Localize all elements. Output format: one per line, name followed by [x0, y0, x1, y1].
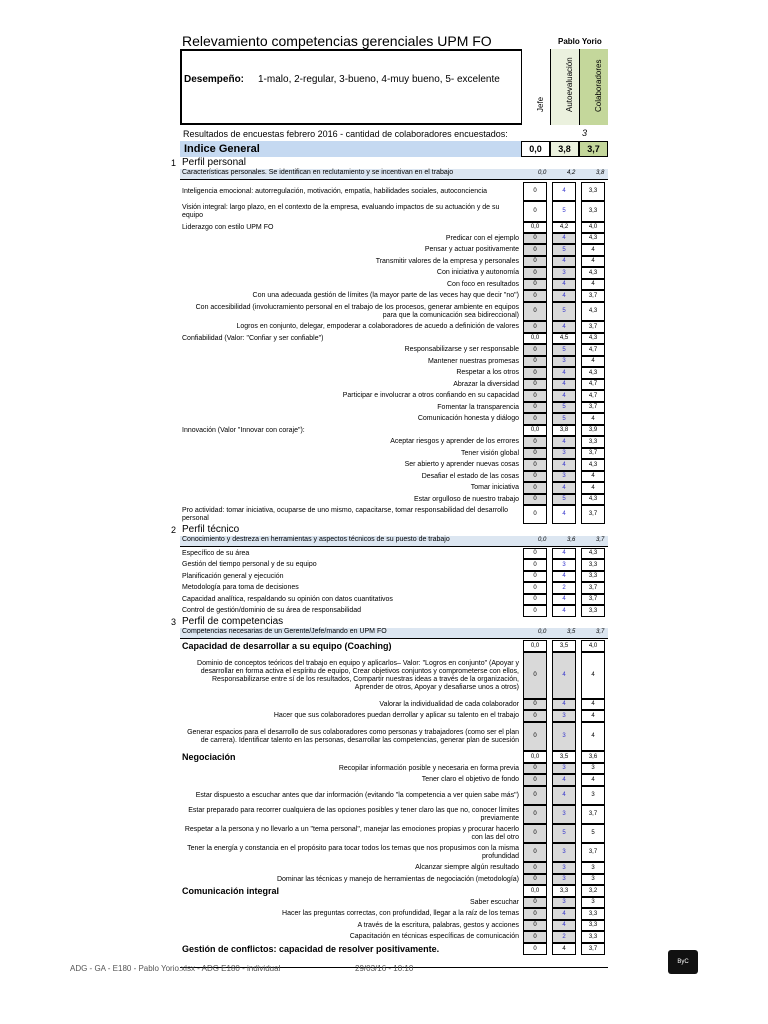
row-label: Negociación: [182, 752, 236, 762]
row-label: Liderazgo con estilo UPM FO: [182, 223, 274, 231]
score-cell: 4: [552, 605, 576, 617]
row-label: Visión integral: largo plazo, en el contexto de la empresa, evaluando impactos de su actuación y de su equipo: [182, 203, 500, 219]
row-label: Recopilar información posible y necesaria en forma previa: [338, 764, 519, 772]
score-cell: 3: [552, 805, 576, 824]
score-cell: 0: [523, 571, 547, 582]
row-label: Comunicación integral: [182, 886, 280, 896]
score-cell: 0: [523, 279, 547, 290]
score-cell: 0: [523, 448, 547, 459]
score-cell: 3: [552, 874, 576, 885]
score-cell: 3,7: [581, 805, 605, 824]
score-cell: 4: [552, 436, 576, 448]
row-label: Logros en conjunto, delegar, empoderar a colaboradores de acuedo a definición de valores: [236, 323, 519, 330]
results-count: 3: [582, 128, 588, 138]
footer-filename: ADG - GA - E180 - Pablo Yorio.xlsx - ADG E180 - individual: [70, 964, 281, 973]
score-cell: 4: [552, 233, 576, 244]
row-label: Ser abierto y aprender nuevas cosas: [404, 461, 519, 468]
score-cell: 0,0: [523, 425, 547, 436]
score-cell: 0: [523, 605, 547, 617]
score-cell: 5: [552, 244, 576, 256]
score-cell: 3,7: [581, 594, 605, 605]
score-cell: 4: [552, 182, 576, 201]
score-cell: 3: [552, 763, 576, 774]
row-label: Capacidad de desarrollar a su equipo (Coaching): [182, 641, 392, 651]
score-cell: 0: [523, 774, 547, 786]
score-cell: 4: [581, 356, 605, 367]
score-cell: 4: [552, 367, 576, 379]
score-cell: 3,3: [581, 201, 605, 222]
score-cell: 3: [552, 862, 576, 874]
company-logo: ByC: [668, 950, 698, 974]
score-cell: 5: [552, 402, 576, 413]
section-subheader: Conocimiento y destreza en herramientas y aspectos técnicos de su puesto de trabajo 0,0 3,6 3,7: [180, 536, 608, 547]
row-label: Con iniciativa y autonomía: [436, 269, 519, 276]
score-cell: 3: [581, 763, 605, 774]
column-header-autoevaluacion: Autoevaluación: [550, 49, 579, 125]
row-label: Respetar a los otros: [456, 369, 519, 376]
desempeno-label: Desempeño:: [184, 74, 245, 85]
score-cell: 3,2: [581, 885, 605, 897]
score-cell: 3: [552, 471, 576, 482]
section-number: 2: [171, 525, 177, 535]
score-cell: 5: [552, 824, 576, 843]
score-cell: 3,9: [581, 425, 605, 436]
score-cell: 3,3: [581, 931, 605, 943]
row-label: Desafiar el estado de las cosas: [421, 472, 519, 480]
score-cell: 4,3: [581, 459, 605, 471]
score-cell: 0: [523, 390, 547, 402]
row-label: Inteligencia emocional: autorregulación, motivación, empatía, habilidades sociales, autoconciencia: [182, 187, 488, 195]
score-cell: 4: [581, 279, 605, 290]
score-cell: 3: [581, 786, 605, 805]
score-cell: 5: [552, 413, 576, 425]
row-label: Planificación general y ejecución: [182, 572, 284, 580]
section-subheader: Características personales. Se identifican en reclutamiento y se incentivan en el trabajo 0,0 4,2 3,8: [180, 169, 608, 180]
score-cell: 3: [552, 897, 576, 908]
row-label: Responsabilizarse y ser responsable: [404, 346, 519, 353]
column-header-colaboradores: Colaboradores: [579, 49, 608, 125]
score-cell: 0: [523, 256, 547, 267]
score-cell: 3,3: [552, 885, 576, 897]
score-cell: 0: [523, 594, 547, 605]
row-label: Tener claro el objetivo de fondo: [421, 776, 519, 783]
score-cell: 4: [552, 290, 576, 302]
score-cell: 0: [523, 652, 547, 699]
score-cell: 4,7: [581, 344, 605, 356]
footer-date: 29/03/16 - 10:10: [355, 964, 414, 973]
score-cell: 4: [581, 482, 605, 494]
score-cell: 0: [523, 931, 547, 943]
row-label: Tener la energía y constancia en el propósito para tocar todos los temas que nos propusimos con la misma profundidad: [187, 844, 519, 860]
score-cell: 5: [552, 494, 576, 505]
score-cell: 0: [523, 699, 547, 710]
row-label: Abrazar la diversidad: [453, 380, 519, 388]
score-cell: 4: [552, 548, 576, 559]
results-label: Resultados de encuestas febrero 2016 - cantidad de colaboradores encuestados:: [183, 129, 508, 139]
score-cell: 4,3: [581, 333, 605, 344]
score-cell: 3,3: [581, 559, 605, 571]
score-cell: 3: [552, 710, 576, 722]
score-cell: 4: [552, 505, 576, 524]
row-label: Control de gestión/dominio de su área de responsabilidad: [182, 607, 362, 614]
score-cell: 0: [523, 763, 547, 774]
section-title: Perfil de competencias: [182, 616, 284, 627]
section-number: 3: [171, 617, 177, 627]
score-cell: 4: [552, 920, 576, 931]
score-cell: 4,7: [581, 379, 605, 390]
score-cell: 0: [523, 582, 547, 594]
score-cell: 4,3: [581, 267, 605, 279]
section-title: Perfil técnico: [182, 524, 240, 535]
row-label: Con foco en resultados: [447, 280, 519, 288]
row-label: Transmitir valores de la empresa y personales: [375, 257, 519, 265]
score-cell: 0: [523, 321, 547, 333]
score-cell: 4: [552, 279, 576, 290]
score-cell: 0: [523, 482, 547, 494]
score-cell: 3,7: [581, 290, 605, 302]
section-number: 1: [171, 158, 177, 168]
score-cell: 4: [581, 699, 605, 710]
score-cell: 4: [552, 786, 576, 805]
score-cell: 3: [552, 267, 576, 279]
score-cell: 0: [523, 290, 547, 302]
indice-autoevaluacion: 3,8: [550, 141, 579, 157]
score-cell: 4,3: [581, 233, 605, 244]
score-cell: 4: [552, 321, 576, 333]
score-cell: 4: [552, 459, 576, 471]
row-label: Tomar iniciativa: [470, 484, 519, 491]
score-cell: 4: [552, 908, 576, 920]
score-cell: 0: [523, 459, 547, 471]
row-label: Estar preparado para recorrer cualquiera de las opciones posibles y tener claro las que no, conocer límites previamente: [188, 806, 519, 822]
row-label: A través de la escritura, palabras, gestos y acciones: [357, 921, 519, 929]
score-cell: 3: [581, 862, 605, 874]
row-label: Gestión de conflictos: capacidad de resolver positivamente.: [182, 944, 440, 954]
score-cell: 4: [552, 256, 576, 267]
score-cell: 3,6: [581, 751, 605, 763]
row-label: Capacidad analítica, respaldando su opinión con datos cuantitativos: [182, 595, 393, 603]
score-cell: 4,3: [581, 367, 605, 379]
score-cell: 4: [552, 943, 576, 955]
score-cell: 0: [523, 413, 547, 425]
score-cell: 4: [552, 774, 576, 786]
score-cell: 0: [523, 367, 547, 379]
row-label: Específico de su área: [182, 549, 250, 557]
score-cell: 3: [552, 356, 576, 367]
row-label: Estar orgulloso de nuestro trabajo: [413, 495, 519, 503]
score-cell: 4,3: [581, 494, 605, 505]
score-cell: 3,8: [552, 425, 576, 436]
row-label: Generar espacios para el desarrollo de sus colaboradores como personas y trabajadores (como ser el plan de carrera). Identificar talento en las personas, desarrollar las competencias, generar plan de sucesión: [187, 728, 519, 744]
score-cell: 0: [523, 908, 547, 920]
score-cell: 3,7: [581, 402, 605, 413]
row-label: Fomentar la transparencia: [437, 403, 519, 411]
score-cell: 3,7: [581, 448, 605, 459]
score-cell: 0: [523, 436, 547, 448]
score-cell: 0: [523, 862, 547, 874]
score-cell: 3,7: [581, 321, 605, 333]
row-label: Alcanzar siempre algún resultado: [415, 864, 519, 871]
score-cell: 4,0: [581, 640, 605, 652]
score-cell: 3: [552, 843, 576, 862]
score-cell: 4,2: [552, 222, 576, 233]
row-label: Dominar las técnicas y manejo de herramientas de negociación (metodología): [276, 875, 519, 883]
row-label: Predicar con el ejemplo: [445, 234, 519, 242]
score-cell: 0: [523, 843, 547, 862]
score-cell: 3: [581, 874, 605, 885]
score-cell: 0,0: [523, 885, 547, 897]
score-cell: 4: [552, 594, 576, 605]
score-cell: 0: [523, 302, 547, 321]
score-cell: 0: [523, 897, 547, 908]
score-cell: 3,5: [552, 751, 576, 763]
score-cell: 0,0: [523, 640, 547, 652]
score-cell: 4: [552, 699, 576, 710]
score-cell: 5: [552, 344, 576, 356]
score-cell: 4: [552, 652, 576, 699]
score-cell: 4: [581, 244, 605, 256]
score-cell: 0: [523, 559, 547, 571]
row-label: Pro actividad: tomar iniciativa, ocuparse de uno mismo, capacitarse, tomar responsabilidad del desarrollo personal: [182, 506, 509, 522]
score-cell: 0: [523, 874, 547, 885]
score-cell: 0: [523, 824, 547, 843]
score-cell: 4: [581, 256, 605, 267]
row-label: Valorar la individualidad de cada colaborador: [379, 700, 519, 708]
section-subheader: Competencias necesarias de un Gerente/Jefe/mando en UPM FO 0,0 3,5 3,7: [180, 628, 608, 639]
section-title: Perfil personal: [182, 157, 246, 168]
score-cell: 5: [552, 302, 576, 321]
row-label: Gestión del tiempo personal y de su equipo: [182, 561, 317, 568]
score-cell: 4: [552, 571, 576, 582]
row-label: Hacer las preguntas correctas, con profundidad, llegar a la raíz de los temas: [282, 910, 519, 917]
row-label: Innovación (Valor "Innovar con coraje"):: [182, 426, 305, 434]
row-label: Tener visión global: [461, 449, 519, 457]
row-label: Comunicación honesta y diálogo: [417, 415, 519, 422]
score-cell: 0: [523, 505, 547, 524]
score-cell: 0: [523, 267, 547, 279]
indice-general-label: Indice General: [184, 143, 260, 155]
score-cell: 4: [552, 390, 576, 402]
row-label: Capacitación en técnicas específicas de comunicación: [349, 933, 519, 940]
score-cell: 4: [581, 722, 605, 751]
score-cell: 4: [552, 379, 576, 390]
score-cell: 0: [523, 548, 547, 559]
score-cell: 0: [523, 344, 547, 356]
row-label: Con una adecuada gestión de límites (la mayor parte de las veces hay que decir "no"): [252, 292, 519, 299]
score-cell: 3,3: [581, 571, 605, 582]
row-label: Metodología para toma de decisiones: [182, 584, 299, 591]
score-cell: 4: [581, 413, 605, 425]
row-label: Con accesibilidad (involucramiento personal en el trabajo de los procesos, generar ambiente en equipos para que la comunicación sea bidireccional): [195, 303, 519, 319]
rating-scale: 1-malo, 2-regular, 3-bueno, 4-muy bueno, 5- excelente: [258, 74, 500, 85]
score-cell: 0: [523, 182, 547, 201]
score-cell: 3,5: [552, 640, 576, 652]
score-cell: 0,0: [523, 222, 547, 233]
score-cell: 5: [581, 824, 605, 843]
score-cell: 0,0: [523, 333, 547, 344]
score-cell: 0: [523, 402, 547, 413]
score-cell: 3,7: [581, 943, 605, 955]
indice-jefe: 0,0: [521, 141, 550, 157]
score-cell: 3: [552, 559, 576, 571]
score-cell: 4,7: [581, 390, 605, 402]
score-cell: 4: [581, 774, 605, 786]
score-cell: 4: [581, 652, 605, 699]
score-cell: 0: [523, 233, 547, 244]
row-label: Mantener nuestras promesas: [427, 357, 519, 365]
score-cell: 2: [552, 931, 576, 943]
score-cell: 0: [523, 920, 547, 931]
score-cell: 3: [581, 897, 605, 908]
score-cell: 0: [523, 786, 547, 805]
score-cell: 4,5: [552, 333, 576, 344]
row-label: Dominio de conceptos teóricos del trabajo en equipo y aplicarlos– Valor: "Logros en conjunto" (Apoyar y desarrollar en forma activa el espíritu de equipo, Crear objetivos conjuntos y comprometerse con ellos, Responsabilizarse entre sí de los resultados, Compartir nuestras ideas a través de la organización, Aprender de otros, Apoyar y desafiarse unos a otros): [197, 659, 519, 691]
score-cell: 3,3: [581, 920, 605, 931]
score-cell: 2: [552, 582, 576, 594]
row-label: Pensar y actuar positivamente: [424, 246, 519, 253]
score-cell: 0: [523, 494, 547, 505]
row-label: Respetar a la persona y no llevarlo a un "tema personal", manejar las emociones propias y procurar hacerlo con las del otro: [184, 825, 519, 841]
score-cell: 3: [552, 448, 576, 459]
score-cell: 4,3: [581, 302, 605, 321]
score-cell: 5: [552, 201, 576, 222]
row-label: Confiabilidad (Valor: "Confiar y ser confiable"): [182, 334, 324, 342]
row-label: Hacer que sus colaboradores puedan derrollar y aplicar su talento en el trabajo: [273, 712, 519, 719]
score-cell: 0: [523, 805, 547, 824]
row-label: Estar dispuesto a escuchar antes que dar información (evitando "la competencia a ver quien sabe más"): [195, 791, 519, 799]
score-cell: 0: [523, 471, 547, 482]
score-cell: 0,0: [523, 751, 547, 763]
score-cell: 4: [581, 710, 605, 722]
score-cell: 4,3: [581, 548, 605, 559]
indice-colaboradores: 3,7: [579, 141, 608, 157]
author-name: Pablo Yorio: [558, 37, 602, 46]
score-cell: 0: [523, 722, 547, 751]
row-label: Saber escuchar: [469, 898, 519, 906]
score-cell: 3: [552, 722, 576, 751]
score-cell: 3,7: [581, 843, 605, 862]
score-cell: 0: [523, 356, 547, 367]
row-label: Aceptar riesgos y aprender de los errores: [390, 438, 519, 445]
score-cell: 0: [523, 244, 547, 256]
score-cell: 3,3: [581, 436, 605, 448]
score-cell: 0: [523, 710, 547, 722]
score-cell: 0: [523, 379, 547, 390]
column-header-jefe: Jefe: [521, 49, 550, 125]
score-cell: 0: [523, 943, 547, 955]
score-cell: 4: [552, 482, 576, 494]
score-cell: 4: [581, 471, 605, 482]
score-cell: 0: [523, 201, 547, 222]
score-cell: 3,3: [581, 908, 605, 920]
row-label: Participar e involucrar a otros confiando en su capacidad: [342, 392, 519, 399]
page-title: Relevamiento competencias gerenciales UPM FO: [182, 33, 492, 49]
score-cell: 3,7: [581, 582, 605, 594]
score-cell: 4,0: [581, 222, 605, 233]
score-cell: 3,3: [581, 605, 605, 617]
score-cell: 3,7: [581, 505, 605, 524]
score-cell: 3,3: [581, 182, 605, 201]
